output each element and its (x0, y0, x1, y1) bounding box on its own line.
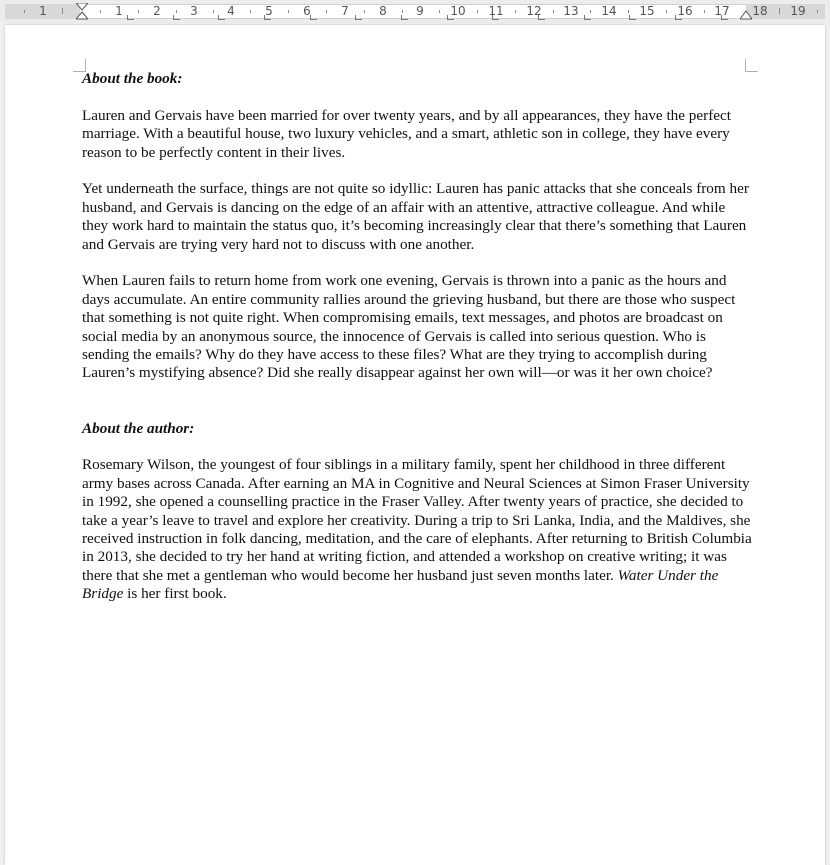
ruler-tab-stop[interactable] (584, 15, 591, 20)
ruler-number: 12 (526, 4, 542, 18)
ruler-tab-stop[interactable] (127, 15, 134, 20)
ruler-tick (62, 8, 63, 14)
ruler-tab-stop[interactable] (310, 15, 317, 20)
ruler-tick (590, 10, 591, 13)
paragraph: Yet underneath the surface, things are not quite so idyllic: Lauren has panic attacks that she conceals from her husband, and Gervais is dancing on the edge of an affair with an attentive, attractive colleague. And while they work hard to maintain the status quo, it’s becoming increasingly clear that there’s something that Lauren and Gervais are trying very hard not to discuss with one another. (82, 180, 749, 253)
ruler-tab-stop[interactable] (218, 15, 225, 20)
paragraph: Lauren and Gervais have been married for over twenty years, and by all appearances, they have the perfect marriage. With a beautiful house, two luxury vehicles, and a smart, athletic son in college, they have every reason to be perfectly content in their lives. (82, 106, 731, 161)
author-text: Rosemary Wilson, the youngest of four siblings in a military family, spent her childhood in three different army bases across Canada. After earning an MA in Cognitive and Neural Sciences at Simon Fraser University in 1992, she opened a counselling practice in the Fraser Valley. After twenty years of practice, she decided to take a year’s leave to travel and explore her creativity. During a trip to Sri Lanka, India, and the Maldives, she received instruction in folk dancing, meditation, and the care of elephants. After returning to British Columbia in 2013, she decided to try her hand at writing fiction, and attended a workshop on creative writing; it was there that she met a gentleman who would become her husband just seven months later. (82, 456, 752, 584)
left-indent-marker[interactable] (76, 3, 88, 21)
ruler-number: 2 (153, 4, 161, 18)
ruler-tab-stop[interactable] (401, 15, 408, 20)
ruler-tick (176, 10, 177, 13)
ruler-number: 14 (601, 4, 617, 18)
ruler-tick (364, 10, 365, 13)
horizontal-ruler[interactable] (0, 0, 830, 23)
ruler-number: 16 (677, 4, 693, 18)
ruler-number: 13 (563, 4, 579, 18)
ruler-tick (515, 10, 516, 13)
document-page[interactable] (5, 25, 825, 865)
ruler-number: 5 (265, 4, 273, 18)
ruler-tab-stop[interactable] (721, 15, 728, 20)
author-text-end: is her first book. (123, 585, 227, 603)
ruler-tab-stop[interactable] (492, 15, 499, 20)
book-title: Water Under the Bridge (82, 566, 719, 603)
ruler-tab-stop[interactable] (538, 15, 545, 20)
ruler-number: 4 (227, 4, 235, 18)
ruler-tick (704, 10, 705, 13)
author-paragraph (82, 456, 752, 603)
ruler-number: 1 (39, 4, 47, 18)
ruler-tick (213, 10, 214, 13)
ruler-tick (24, 10, 25, 13)
ruler-number: 3 (190, 4, 198, 18)
ruler-number: 19 (790, 4, 806, 18)
ruler-tab-stop[interactable] (264, 15, 271, 20)
ruler-tick (666, 10, 667, 13)
ruler-number: 1 (115, 4, 123, 18)
ruler-tick (779, 8, 780, 14)
ruler-tick (477, 10, 478, 13)
ruler-tick (817, 10, 818, 13)
ruler-number: 18 (752, 4, 768, 18)
ruler-tick (326, 10, 327, 13)
ruler-number: 11 (488, 4, 504, 18)
ruler-tab-stop[interactable] (355, 15, 362, 20)
ruler-number: 15 (639, 4, 655, 18)
ruler-tick (628, 10, 629, 13)
ruler-number: 10 (450, 4, 466, 18)
ruler-tab-stop[interactable] (675, 15, 682, 20)
ruler-tab-stop[interactable] (173, 15, 180, 20)
ruler-tick (439, 10, 440, 13)
right-indent-marker[interactable] (740, 10, 752, 20)
ruler-number: 7 (341, 4, 349, 18)
ruler-number: 17 (714, 4, 730, 18)
ruler-number: 8 (379, 4, 387, 18)
ruler-number: 6 (303, 4, 311, 18)
ruler-tick (553, 10, 554, 13)
ruler-number: 9 (416, 4, 424, 18)
paragraph: When Lauren fails to return home from work one evening, Gervais is thrown into a panic as the hours and days accumulate. An entire community rallies around the grieving husband, but there are those who suspect that something is not quite right. When compromising emails, text messages, and photos are broadcast on social media by an anonymous source, the innocence of Gervais is called into serious question. Who is sending the emails? Why do they have access to these files? What are they trying to accomplish during Lauren’s mystifying absence? Did she really disappear against her own will—or was it her own choice? (82, 272, 736, 382)
ruler-tick (138, 10, 139, 13)
ruler-tick (288, 10, 289, 13)
about-author-heading: About the author: (82, 419, 195, 437)
document-body[interactable] (82, 70, 752, 604)
ruler-tick (100, 10, 101, 13)
ruler-tab-stop[interactable] (629, 15, 636, 20)
ruler-tick (402, 10, 403, 13)
ruler-tab-stop[interactable] (447, 15, 454, 20)
ruler-tick (250, 10, 251, 13)
about-book-heading: About the book: (82, 70, 183, 87)
